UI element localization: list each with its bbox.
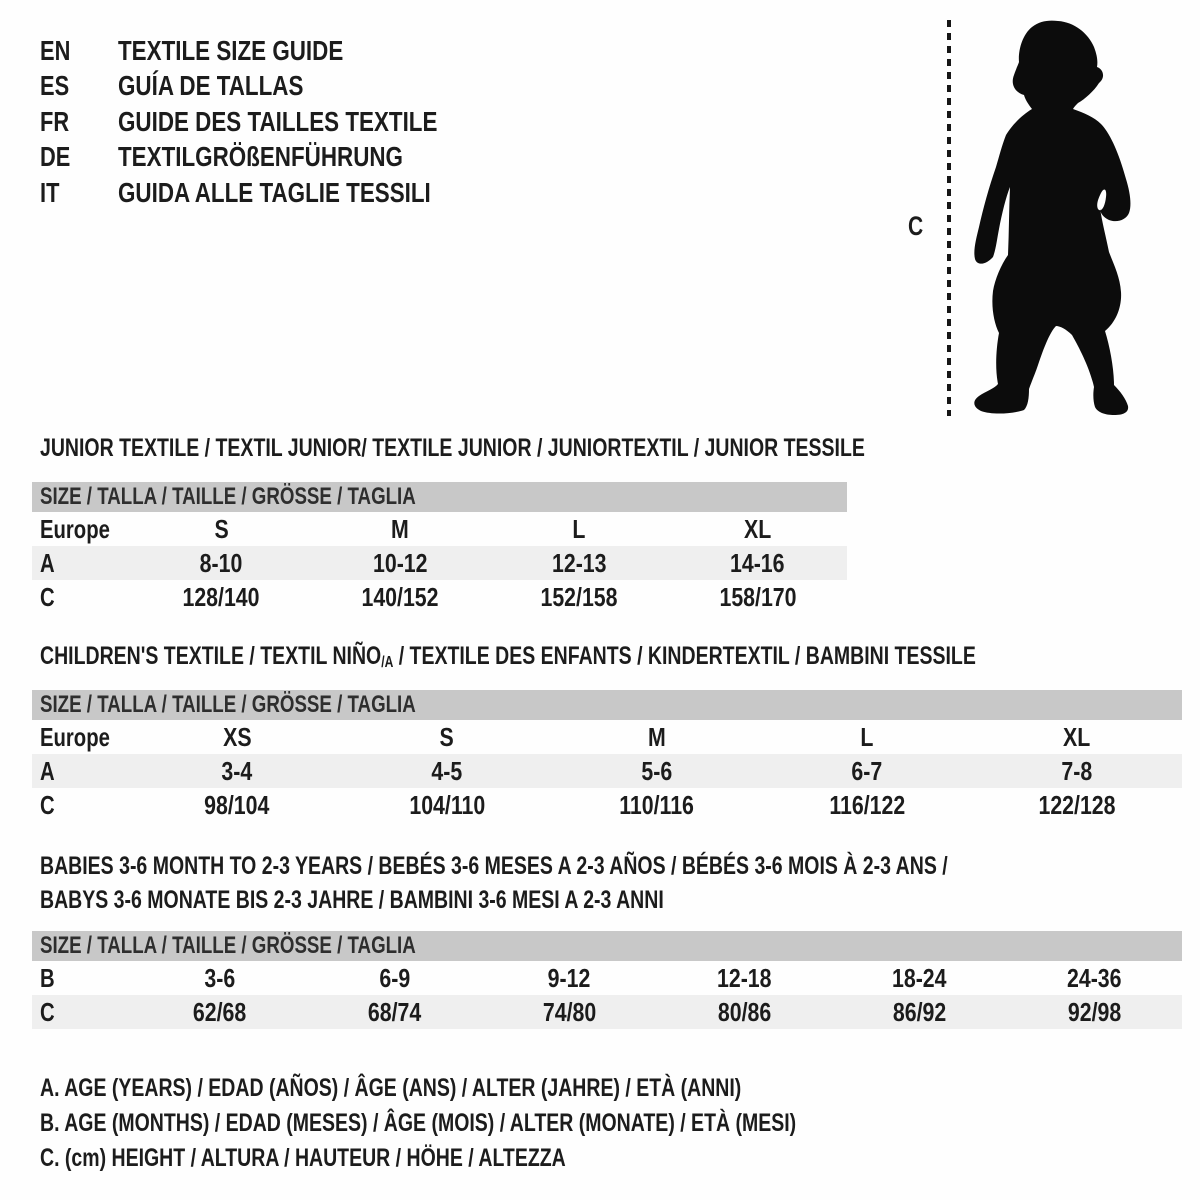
junior-size-table (32, 482, 847, 614)
legend-line-a: A. AGE (YEARS) / EDAD (AÑOS) / ÂGE (ANS) / ALTER (JAHRE) / ETÀ (ANNI) (40, 1074, 742, 1102)
size-cell: XL (1063, 721, 1091, 752)
lang-row-de (40, 140, 517, 176)
size-cell: 4-5 (431, 755, 463, 786)
table-row-months (32, 961, 1182, 995)
legend-line-b: B. AGE (MONTHS) / EDAD (MESES) / ÂGE (MOIS) / ALTER (MONATE) / ETÀ (MESI) (40, 1109, 797, 1137)
size-cell: 98/104 (204, 789, 270, 820)
size-cell: 152/158 (540, 581, 618, 612)
size-cell: 7-8 (1061, 755, 1093, 786)
table-row-europe (32, 720, 1182, 754)
size-cell: 92/98 (1067, 996, 1122, 1027)
size-cell: 3-4 (221, 755, 253, 786)
size-cell: 18-24 (892, 962, 947, 993)
height-dashed-line (947, 20, 951, 416)
toddler-silhouette-image (968, 17, 1138, 419)
table-row-age (32, 546, 847, 580)
size-cell: XL (743, 513, 772, 544)
row-label: A (40, 755, 55, 786)
lang-label: GUÍA DE TALLAS (118, 70, 304, 102)
size-header-bar: SIZE / TALLA / TAILLE / GRÖSSE / TAGLIA (32, 931, 1182, 961)
size-cell: 6-7 (851, 755, 883, 786)
size-cell: 116/122 (829, 789, 905, 820)
section-title-junior: JUNIOR TEXTILE / TEXTIL JUNIOR/ TEXTILE JUNIOR / JUNIORTEXTIL / JUNIOR TESSILE (40, 434, 865, 462)
size-cell: M (391, 513, 410, 544)
size-cell: 128/140 (182, 581, 260, 612)
size-cell: 86/92 (892, 996, 947, 1027)
size-cell: L (572, 513, 586, 544)
size-cell: 3-6 (204, 962, 235, 993)
size-cell: XS (222, 721, 252, 752)
size-cell: 5-6 (641, 755, 673, 786)
size-cell: L (860, 721, 874, 752)
table-row-age (32, 754, 1182, 788)
size-cell: 80/86 (717, 996, 772, 1027)
lang-code: ES (40, 70, 70, 102)
measurement-legend (40, 1071, 1009, 1176)
height-measure-label: C (908, 211, 924, 241)
size-cell: 6-9 (379, 962, 410, 993)
lang-label: GUIDE DES TAILLES TEXTILE (118, 105, 438, 137)
size-cell: 158/170 (719, 581, 797, 612)
size-cell: 12-18 (717, 962, 772, 993)
size-cell: 10-12 (372, 547, 428, 578)
size-cell: 14-16 (730, 547, 785, 578)
lang-code: FR (40, 105, 70, 137)
lang-label: GUIDA ALLE TAGLIE TESSILI (118, 176, 431, 208)
section-title-children: CHILDREN'S TEXTILE / TEXTIL NIÑO/A / TEXTILE DES ENFANTS / KINDERTEXTIL / BAMBINI TESSILE (40, 642, 976, 672)
row-label: C (40, 789, 55, 820)
children-size-table (32, 690, 1182, 822)
row-label: Europe (40, 513, 110, 544)
lang-label: TEXTILGRÖßENFÜHRUNG (118, 141, 403, 173)
size-cell: 122/128 (1038, 789, 1116, 820)
size-cell: 9-12 (548, 962, 591, 993)
size-cell: S (439, 721, 455, 752)
table-row-height (32, 995, 1182, 1029)
lang-code: DE (40, 141, 71, 173)
row-label: B (40, 962, 55, 993)
title-subscript: /A (381, 654, 394, 672)
table-row-height (32, 580, 847, 614)
table-row-height (32, 788, 1182, 822)
size-cell: M (648, 721, 666, 752)
size-cell: 24-36 (1067, 962, 1122, 993)
table-row-europe (32, 512, 847, 546)
size-cell: S (214, 513, 229, 544)
size-cell: 140/152 (361, 581, 439, 612)
row-label: Europe (40, 721, 110, 752)
size-cell: 74/80 (542, 996, 597, 1027)
size-header-bar: SIZE / TALLA / TAILLE / GRÖSSE / TAGLIA (32, 690, 1182, 720)
size-header-bar: SIZE / TALLA / TAILLE / GRÖSSE / TAGLIA (32, 482, 847, 512)
lang-row-it (40, 175, 517, 211)
section-title-babies: BABIES 3-6 MONTH TO 2-3 YEARS / BEBÉS 3-6 MESES A 2-3 AÑOS / BÉBÉS 3-6 MOIS À 2-3 ANS / BABYS 3-6 MONATE BIS 2-3 JAHRE / BAMBINI 3-6 MESI A 2-3 ANNI (40, 852, 948, 914)
lang-row-en (40, 33, 517, 69)
size-cell: 110/116 (619, 789, 695, 820)
babies-size-table (32, 931, 1182, 1029)
language-header (40, 33, 517, 211)
size-cell: 8-10 (200, 547, 243, 578)
lang-row-es (40, 69, 517, 105)
lang-label: TEXTILE SIZE GUIDE (118, 34, 344, 66)
legend-line-c: C. (cm) HEIGHT / ALTURA / HAUTEUR / HÖHE / ALTEZZA (40, 1144, 566, 1172)
row-label: C (40, 581, 55, 612)
row-label: C (40, 996, 55, 1027)
row-label: A (40, 547, 55, 578)
size-cell: 12-13 (551, 547, 607, 578)
lang-code: EN (40, 34, 71, 66)
lang-row-fr (40, 104, 517, 140)
lang-code: IT (40, 176, 60, 208)
size-cell: 68/74 (367, 996, 422, 1027)
size-cell: 62/68 (192, 996, 247, 1027)
size-cell: 104/110 (409, 789, 485, 820)
